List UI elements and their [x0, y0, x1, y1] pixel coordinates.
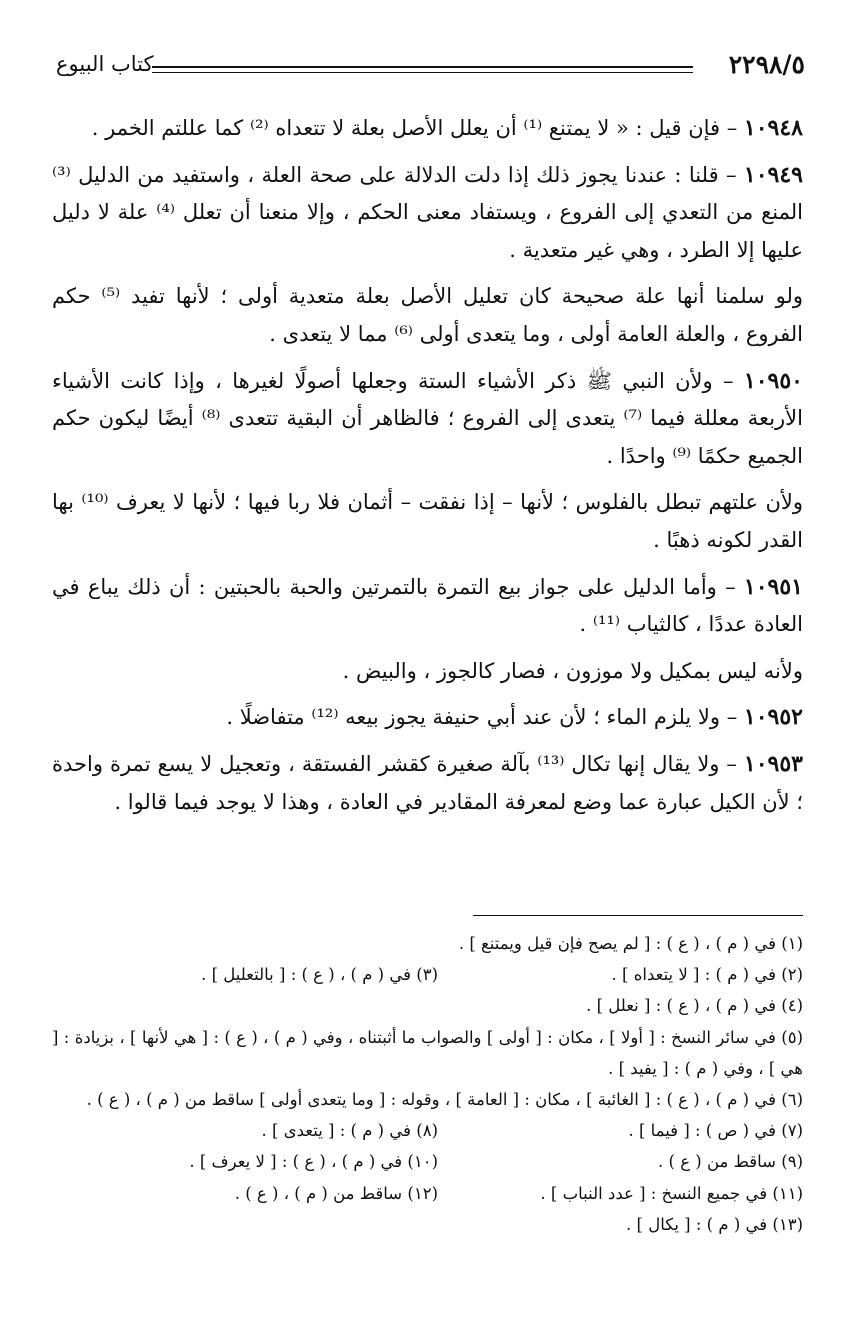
footnote: (٦) في ( م ) ، ( ع ) : [ الغائبة ] ، مكان : [ العامة ] ، وقوله : [ وما يتعدى أولى ] ساقط من ( م ) ، ( ع ) .	[86, 1089, 803, 1109]
footnote-separator	[473, 915, 803, 916]
paragraph	[52, 484, 803, 559]
footnote: (٢) في ( م ) : [ لا يتعداه ] .	[611, 965, 803, 985]
paragraph-text: – ولا يلزم الماء ؛ لأن عند أبي حنيفة يجوز بيعه ⁽¹²⁾ متفاضلًا .	[226, 705, 744, 730]
paragraph-number: ١٠٩٥١	[743, 573, 803, 600]
footnote-row	[52, 1178, 803, 1209]
paragraph	[52, 278, 803, 353]
footnote: (١٢) ساقط من ( م ) ، ( ع ) .	[234, 1183, 438, 1203]
paragraph-text: – وأما الدليل على جواز بيع التمرة بالتمرتين والحبة بالحبتين : أن ذلك يباع في العادة عددًا ، كالثياب ⁽¹¹⁾ .	[52, 574, 803, 637]
footnote: (٩) ساقط من ( ع ) .	[658, 1152, 803, 1172]
paragraph	[52, 699, 803, 737]
footnote: (٤) في ( م ) ، ( ع ) : [ نعلل ] .	[586, 996, 803, 1016]
footnote: (٥) في سائر النسخ : [ أولا ] ، مكان : [ أولى ] والصواب ما أثبتناه ، وفي ( م ) ، ( ع ) : [ هي لأنها ] ، بزيادة : [ هي ] ، وفي ( م ) : [ يفيد ] .	[52, 1027, 803, 1078]
footnote-row	[52, 1146, 803, 1177]
page-number: ٢٢٩٨/٥	[728, 50, 805, 79]
paragraph-number: ١٠٩٤٨	[743, 115, 803, 141]
footnote: (١) في ( م ) ، ( ع ) : [ لم يصح فإن قيل ويمتنع ] .	[458, 934, 803, 953]
paragraph-text: ولو سلمنا أنها علة صحيحة كان تعليل الأصل بعلة متعدية أولى ؛ لأنها تفيد ⁽⁵⁾ حكم الفروع ، والعلة العامة أولى ، وما يتعدى أولى ⁽⁶⁾ مما لا يتعدى .	[52, 284, 804, 346]
main-text	[52, 110, 803, 830]
footnote-row	[52, 1115, 803, 1146]
page-header	[50, 46, 805, 90]
paragraph-text: – ولأن النبي ﷺ ذكر الأشياء الستة وجعلها أصولًا لغيرها ، وإذا كانت الأشياء الأربعة معللة فيما ⁽⁷⁾ يتعدى إلى الفروع ؛ فالظاهر أن البقية تتعدى ⁽⁸⁾ أيضًا ليكون حكم الجميع حكمًا ⁽⁹⁾ واحدًا .	[52, 368, 803, 468]
paragraph	[52, 746, 803, 821]
footnotes	[52, 928, 803, 1240]
paragraph	[52, 653, 803, 691]
running-title: كتاب البيوع	[56, 52, 154, 76]
paragraph-number: ١٠٩٤٩	[743, 161, 803, 188]
footnote: (٧) في ( ص ) : [ فيما ] .	[628, 1121, 803, 1141]
footnote: (٨) في ( م ) : [ يتعدى ] .	[261, 1121, 438, 1141]
footnote-row	[52, 959, 803, 990]
footnote: (١٣) في ( م ) : [ يكال ] .	[626, 1214, 803, 1234]
paragraph-number: ١٠٩٥٣	[743, 750, 803, 777]
paragraph	[52, 363, 803, 476]
footnote: (٣) في ( م ) ، ( ع ) : [ بالتعليل ] .	[201, 965, 438, 985]
paragraph-number: ١٠٩٥٢	[743, 704, 803, 731]
paragraph	[52, 110, 803, 148]
paragraph	[52, 569, 803, 644]
paragraph-number: ١٠٩٥٠	[743, 367, 803, 394]
paragraph-text: ولأنه ليس بمكيل ولا موزون ، فصار كالجوز ، والبيض .	[342, 658, 803, 683]
header-rule	[152, 66, 693, 68]
paragraph-text: – قلنا : عندنا يجوز ذلك إذا دلت الدلالة على صحة العلة ، واستفيد من الدليل ⁽³⁾ المنع من التعدي إلى الفروع ، ويستفاد معنى الحكم ، وإلا منعنا أن تعلل ⁽⁴⁾ علة لا دليل عليها إلا الطرد ، وهي غير متعدية .	[52, 162, 803, 262]
paragraph	[52, 157, 803, 270]
paragraph-text: ولأن علتهم تبطل بالفلوس ؛ لأنها – إذا نفقت – أثمان فلا ربا فيها ؛ لأنها لا يعرف ⁽¹⁰⁾ بها القدر لكونه ذهبًا .	[52, 490, 803, 552]
footnote: (١١) في جميع النسخ : [ عدد النباب ] .	[540, 1183, 803, 1203]
paragraph-text: – فإن قيل : « لا يمتنع ⁽¹⁾ أن يعلل الأصل بعلة لا تتعداه ⁽²⁾ كما عللتم الخمر .	[91, 116, 744, 140]
paragraph-text: – ولا يقال إنها تكال ⁽¹³⁾ بآلة صغيرة كقشر الفستقة ، وتعجيل لا يسع تمرة واحدة ؛ لأن الكيل عبارة عما وضع لمعرفة المقادير في العادة ، وهذا لا يوجد فيما قالوا .	[52, 751, 803, 814]
footnote: (١٠) في ( م ) ، ( ع ) : [ لا يعرف ] .	[189, 1152, 438, 1172]
header-rule-thin	[152, 72, 693, 73]
